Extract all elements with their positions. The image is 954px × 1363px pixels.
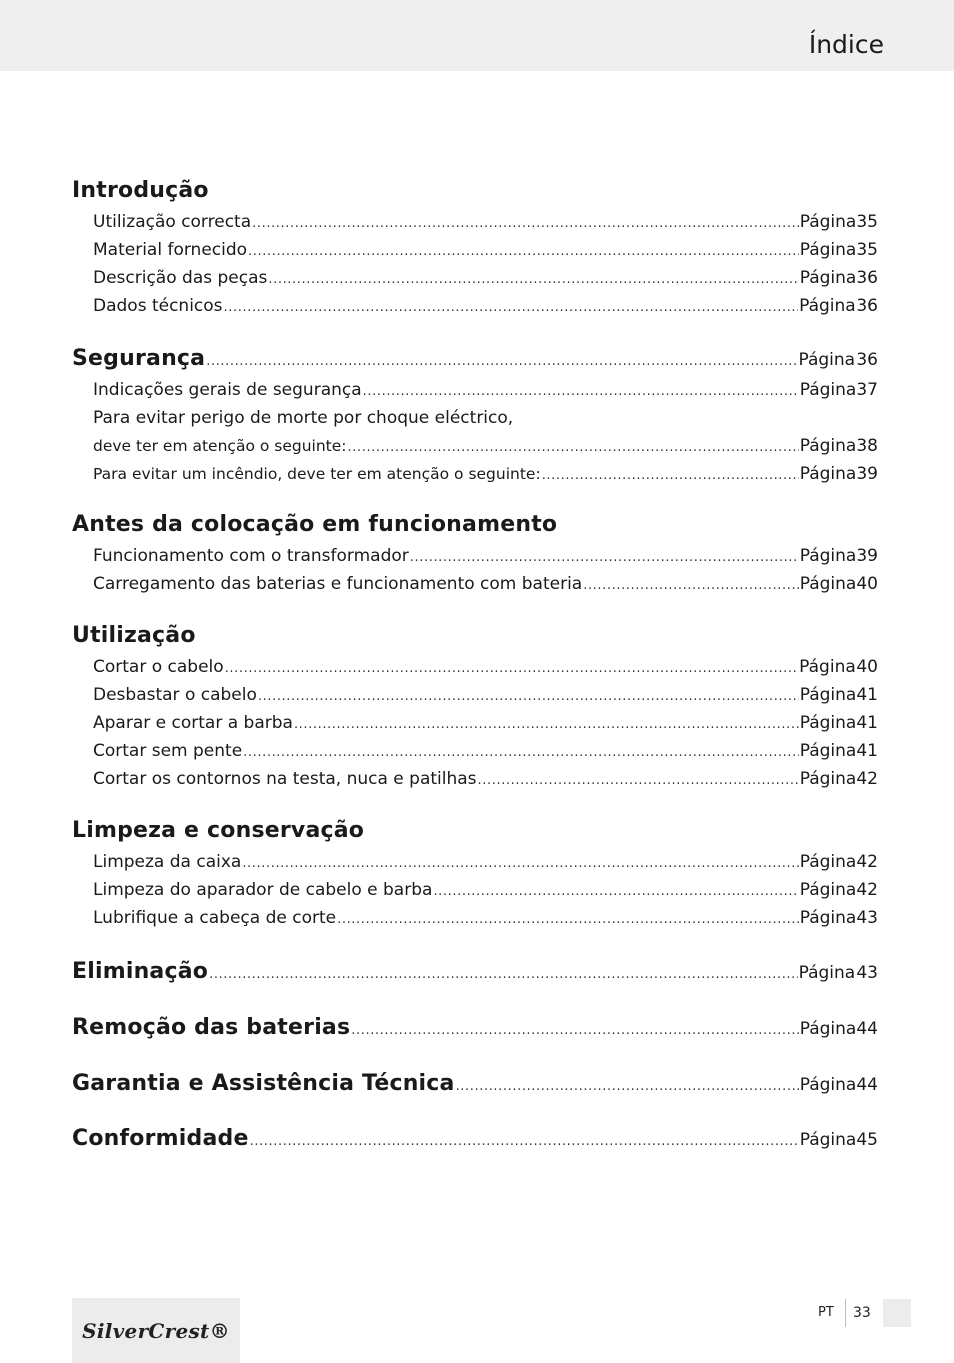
page-label: Página [799, 1019, 857, 1039]
entry-title: Para evitar perigo de morte por choque eléctrico, [93, 408, 514, 428]
page-ref: 44 [856, 1019, 878, 1039]
entry-title: Limpeza do aparador de cabelo e barba [93, 880, 433, 900]
toc-section-heading[interactable] [72, 1126, 878, 1160]
toc-entry[interactable] [72, 769, 878, 795]
section-title: Eliminação [72, 959, 209, 984]
dot-leader [294, 717, 799, 732]
dot-leader [250, 1134, 799, 1149]
logo-text: SilverCrest® [82, 1318, 230, 1343]
toc-entry[interactable] [72, 741, 878, 767]
toc-entry[interactable] [72, 296, 878, 322]
page-label: Página [798, 963, 856, 983]
toc-entry[interactable] [72, 408, 878, 434]
page-label: Página [799, 852, 857, 872]
page-ref: 42 [856, 880, 878, 900]
dot-leader [478, 773, 799, 788]
footer-divider [845, 1299, 846, 1327]
page-label: Página [799, 546, 857, 566]
toc-section-heading[interactable] [72, 959, 878, 993]
page-label: Página [799, 713, 857, 733]
toc-entry[interactable] [72, 240, 878, 266]
page-label: Página [799, 1075, 857, 1095]
entry-title: Cortar os contornos na testa, nuca e patilhas [93, 769, 477, 789]
entry-title: Material fornecido [93, 240, 248, 260]
entry-title: Limpeza da caixa [93, 852, 242, 872]
page-label: Página [799, 268, 857, 288]
page-label: Página [799, 574, 857, 594]
page-label: Página [799, 908, 857, 928]
section-title: Remoção das baterias [72, 1015, 351, 1040]
page-ref: 38 [856, 436, 878, 456]
page-ref: 36 [856, 296, 878, 316]
toc-entry[interactable] [72, 880, 878, 906]
toc-entry[interactable] [72, 713, 878, 739]
page-label: Página [799, 464, 857, 484]
page-label: Página [799, 380, 857, 400]
section-title: Conformidade [72, 1126, 249, 1151]
toc-entry[interactable] [72, 380, 878, 406]
dot-leader [583, 578, 799, 593]
page-ref: 36 [856, 268, 878, 288]
entry-title: Cortar sem pente [93, 741, 243, 761]
toc-entry[interactable] [72, 685, 878, 711]
page-ref: 39 [856, 464, 878, 484]
page-ref: 41 [856, 713, 878, 733]
section-title: Utilização [72, 623, 196, 648]
toc-entry[interactable] [72, 657, 878, 683]
toc-entry[interactable] [72, 212, 878, 238]
page-ref: 41 [856, 685, 878, 705]
entry-title: Utilização correcta [93, 212, 252, 232]
dot-leader [348, 440, 799, 455]
dot-leader [242, 856, 798, 871]
dot-leader [542, 468, 799, 483]
dot-leader [206, 354, 797, 369]
dot-leader [268, 272, 798, 287]
toc-section-heading[interactable] [72, 623, 878, 657]
section-title: Antes da colocação em funcionamento [72, 512, 558, 537]
dot-leader [258, 689, 799, 704]
toc-entry[interactable] [72, 908, 878, 934]
page-ref: 36 [856, 350, 878, 370]
entry-title: deve ter em atenção o seguinte: [93, 437, 347, 455]
page-tab-marker [883, 1299, 911, 1327]
page-ref: 45 [856, 1130, 878, 1150]
page-ref: 43 [856, 908, 878, 928]
dot-leader [337, 912, 799, 927]
toc-section-heading[interactable] [72, 1071, 878, 1105]
toc-entry[interactable] [72, 464, 878, 490]
dot-leader [248, 244, 799, 259]
page-ref: 43 [856, 963, 878, 983]
page-label: Página [799, 880, 857, 900]
page-ref: 35 [856, 240, 878, 260]
toc-entry[interactable] [72, 546, 878, 572]
page-label: Página [799, 1130, 857, 1150]
entry-title: Lubrifique a cabeça de corte [93, 908, 337, 928]
page-number: 33 [853, 1305, 871, 1321]
toc-section-heading[interactable] [72, 818, 878, 852]
toc-entry[interactable] [72, 436, 878, 462]
entry-title: Cortar o cabelo [93, 657, 224, 677]
toc-entry[interactable] [72, 852, 878, 878]
dot-leader [456, 1079, 799, 1094]
page-ref: 44 [856, 1075, 878, 1095]
entry-title: Aparar e cortar a barba [93, 713, 293, 733]
page-label: Página [799, 296, 856, 316]
dot-leader [410, 550, 799, 565]
section-title: Introdução [72, 178, 209, 203]
page-label: Página [799, 657, 856, 677]
section-title: Segurança [72, 346, 206, 371]
page-label: Página [799, 212, 857, 232]
page-ref: 37 [856, 380, 878, 400]
page-ref: 40 [856, 657, 878, 677]
dot-leader [351, 1023, 798, 1038]
dot-leader [209, 967, 797, 982]
page-ref: 42 [856, 769, 878, 789]
dot-leader [225, 661, 798, 676]
dot-leader [243, 745, 799, 760]
page-ref: 40 [856, 574, 878, 594]
entry-title: Dados técnicos [93, 296, 223, 316]
toc-section-heading[interactable] [72, 1015, 878, 1049]
page-label: Página [799, 436, 857, 456]
toc-section-heading[interactable] [72, 178, 878, 212]
toc-entry[interactable] [72, 268, 878, 294]
entry-title: Descrição das peças [93, 268, 268, 288]
dot-leader [363, 384, 799, 399]
toc-section-heading[interactable] [72, 346, 878, 380]
page-label: Página [798, 350, 856, 370]
page-label: Página [799, 741, 857, 761]
page-ref: 42 [856, 852, 878, 872]
language-code: PT [818, 1305, 834, 1320]
page-ref: 35 [856, 212, 878, 232]
silvercrest-logo [72, 1298, 240, 1363]
dot-leader [433, 884, 798, 899]
entry-title: Para evitar um incêndio, deve ter em atenção o seguinte: [93, 465, 541, 483]
page-ref: 39 [856, 546, 878, 566]
section-title: Limpeza e conservação [72, 818, 365, 843]
toc-section-heading[interactable] [72, 512, 878, 546]
entry-title: Carregamento das baterias e funcionamento com bateria [93, 574, 583, 594]
entry-title: Funcionamento com o transformador [93, 546, 409, 566]
dot-leader [252, 216, 799, 231]
section-title: Garantia e Assistência Técnica [72, 1071, 455, 1096]
page-title: Índice [808, 30, 884, 59]
dot-leader [224, 300, 799, 315]
page-label: Página [799, 769, 857, 789]
entry-title: Desbastar o cabelo [93, 685, 257, 705]
entry-title: Indicações gerais de segurança [93, 380, 362, 400]
toc-entry[interactable] [72, 574, 878, 600]
page-ref: 41 [856, 741, 878, 761]
page-label: Página [799, 240, 857, 260]
page-label: Página [799, 685, 857, 705]
